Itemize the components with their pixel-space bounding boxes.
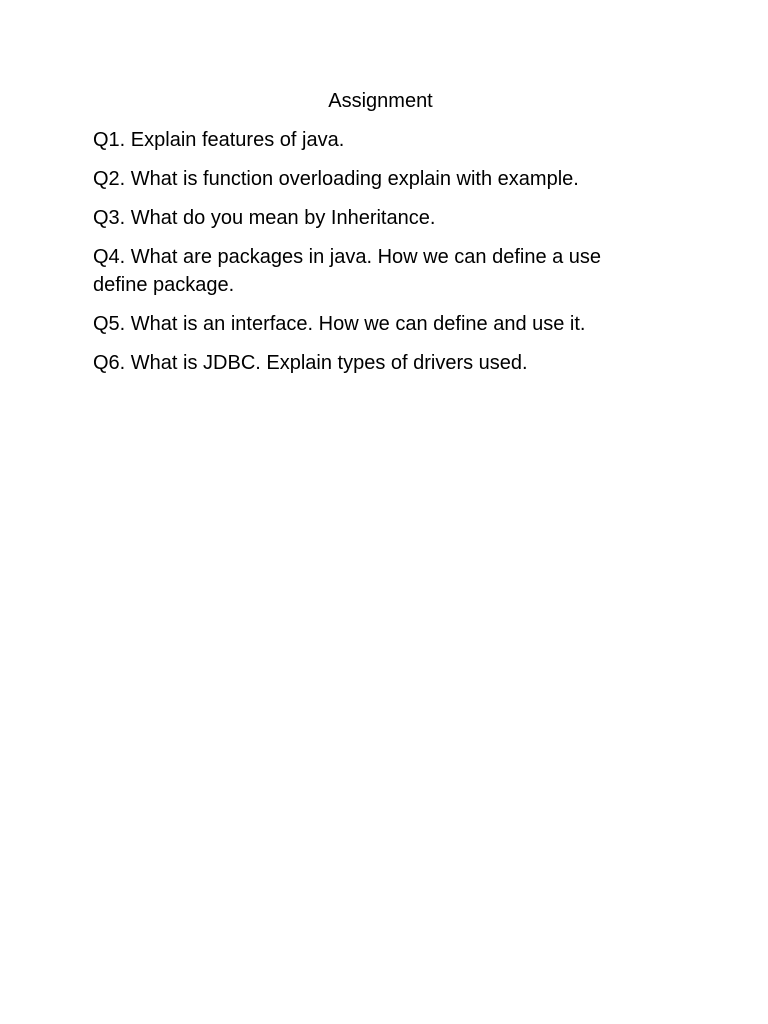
question-list	[93, 126, 628, 377]
document-title: Assignment	[328, 90, 433, 112]
question-item-2: Q2. What is function overloading explain with example.	[93, 168, 579, 190]
question-item-4: Q4. What are packages in java. How we can define a use define package.	[93, 246, 602, 296]
question-item-5: Q5. What is an interface. How we can define and use it.	[93, 313, 586, 335]
question-item-3: Q3. What do you mean by Inheritance.	[93, 207, 436, 229]
question-item-1: Q1. Explain features of java.	[93, 129, 345, 151]
question-item-6: Q6. What is JDBC. Explain types of drivers used.	[93, 352, 528, 374]
